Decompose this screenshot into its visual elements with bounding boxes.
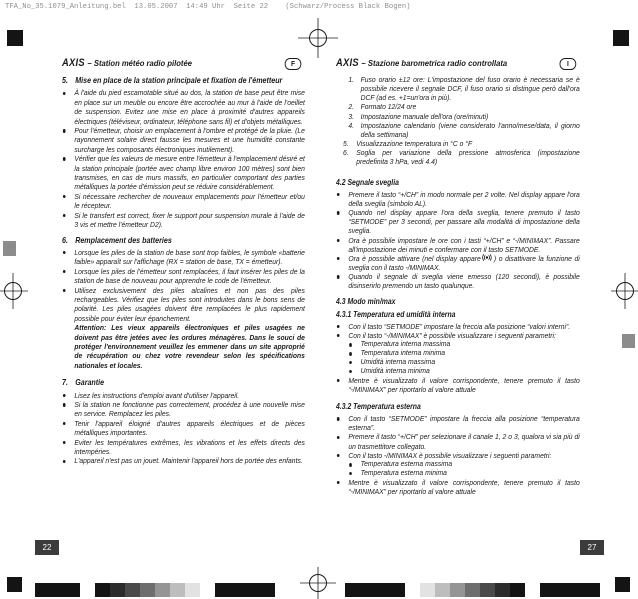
- color-patch: [260, 583, 275, 597]
- list-item: Premere il tasto “+/CH” in modo normale per 2 volte. Nel display appare l'ora della sveglia (simbolo AL).: [336, 190, 580, 208]
- attention-note: Attention: Les vieux appareils électroniques et piles usagées ne doivent pas être jetées avec les ordures ménagères. Dans le souci de protéger l'environnement veuillez les emmener dans un site approprié de récupération ou chez votre revendeur selon les spécifications nationales et locales.: [74, 323, 305, 370]
- section-number: 5.: [62, 76, 68, 85]
- subsection-heading: 4.3.2 Temperatura esterna: [336, 402, 421, 411]
- item-number: 2.: [348, 102, 354, 112]
- list-item: Ora è possibile impostare le ore con i tasti “+/CH” e “-/MINIMAX”. Passare all'impostazione dei minuti e confermare con il tasto SETMODE.: [336, 236, 580, 254]
- item-text: Con il tasto “-/MINIMAX” è possibile visualizzare i seguenti parametri:: [348, 330, 556, 340]
- color-patch: [480, 583, 495, 597]
- color-patch: [80, 583, 95, 597]
- item-text: Formato 12/24 ore: [360, 102, 417, 112]
- column-header: [62, 57, 305, 70]
- column-title: – Station météo radio pilotée: [87, 58, 192, 68]
- list-item: Quando il segnale di sveglia viene emesso (120 secondi), è possibile disinserirlo premendo un tasto qualunque.: [336, 272, 580, 290]
- black-register-square: [615, 577, 630, 592]
- french-column: [62, 57, 305, 466]
- color-patch: [585, 583, 600, 597]
- color-control-strip: [345, 583, 600, 597]
- parameter-list: [348, 340, 579, 376]
- color-patch: [245, 583, 260, 597]
- color-patch: [510, 583, 525, 597]
- bullet-list: [336, 190, 580, 291]
- item-text: Impostazione calendario (viene considerato l'anno/mese/data, il giorno della settimana): [360, 120, 580, 139]
- list-item: Lisez les instructions d'emploi avant d'utiliser l'appareil.: [62, 391, 305, 400]
- color-patch: [200, 583, 215, 597]
- list-item: L'appareil n'est pas un jouet. Maintenir l'appareil hors de portée des enfants.: [62, 456, 305, 465]
- color-patch: [215, 583, 230, 597]
- list-item: Pour l'émetteur, choisir un emplacement à l'ombre et protégé de la pluie. (Le rayonnement solaire direct fausse les mesures et une humidité constante surcharge les composants électroniques inutilement).: [62, 126, 305, 154]
- item-text: Soglia per variazione della pressione atmosferica (impostazione predefinita 3 hPa, vedi 4.4): [356, 148, 580, 167]
- item-number: 1.: [348, 75, 354, 84]
- parameter-item: Temperatura esterna minima: [348, 469, 579, 478]
- language-badge: I: [560, 58, 577, 70]
- color-patch: [570, 583, 585, 597]
- color-patch: [360, 583, 375, 597]
- registration-mark-icon: [298, 18, 338, 58]
- parameter-list: [348, 460, 579, 478]
- section-title: Remplacement des batteries: [75, 235, 172, 245]
- color-patch: [555, 583, 570, 597]
- column-header: [336, 57, 580, 70]
- color-patch: [390, 583, 405, 597]
- settings-item: [336, 102, 580, 111]
- section-heading: 4.2 Segnale sveglia: [336, 177, 399, 187]
- color-patch: [110, 583, 125, 597]
- section-heading: 4.3 Modo min/max: [336, 297, 396, 307]
- registration-mark-icon: [611, 273, 638, 309]
- parameter-item: Umidità interna minima: [348, 367, 579, 376]
- section-heading: [62, 236, 305, 245]
- color-patch: [125, 583, 140, 597]
- section-title: Garantie: [75, 378, 105, 388]
- color-patch: [495, 583, 510, 597]
- item-number: 5.: [343, 139, 349, 149]
- column-title: – Stazione barometrica radio controllata: [361, 58, 508, 68]
- color-patch: [450, 583, 465, 597]
- item-number: 3.: [348, 111, 354, 121]
- section-number: 6.: [62, 235, 68, 245]
- section-heading: [62, 378, 305, 387]
- list-item: [336, 331, 580, 376]
- color-patch: [435, 583, 450, 597]
- gray-register-square: [3, 241, 16, 256]
- color-patch: [95, 583, 110, 597]
- subsection-heading: 4.3.1 Temperatura ed umidità interna: [336, 309, 456, 319]
- page-number: 27: [580, 540, 604, 555]
- item-text: Impostazione manuale dell'ora (ore/minuti): [360, 111, 489, 121]
- color-patch: [375, 583, 390, 597]
- list-item: Lorsque les piles de l'émetteur sont remplacées, il faut insérer les piles de la station de base de nouveau pour apprendre le code de l'émetteur.: [62, 267, 305, 286]
- list-item: Vérifier que les valeurs de mesure entre l'émetteur à l'emplacement désiré et la station principale (portée avec champ libre environ 100 mètres) sont bien transmises, en cas de murs massifs, en particulier comportant des parties métalliques la portée d'émission peut se réduire considérablement.: [62, 154, 305, 192]
- color-patch: [185, 583, 200, 597]
- list-item: Utilisez exclusivement des piles alcalines et non pas des piles rechargeables. Vérifiez que les piles sont introduites dans le bons sens de polarité. Les piles usagées doivent être remplacées le plus rapidement possible pour éviter leur épanchement.: [62, 286, 305, 324]
- registration-mark-icon: [300, 567, 336, 599]
- color-patch: [525, 583, 540, 597]
- color-patch: [170, 583, 185, 597]
- parameter-item: Umidità interna massima: [348, 358, 579, 367]
- list-item: Eviter les températures extrêmes, les vibrations et les effets directs des intempéries.: [62, 438, 305, 457]
- color-patch: [230, 583, 245, 597]
- color-patch: [465, 583, 480, 597]
- list-item: Si nécessaire rechercher de nouveaux emplacements pour l'émetteur et/ou le récepteur.: [62, 192, 305, 211]
- color-patch: [50, 583, 65, 597]
- item-text: Fuso orario ±12 ore: L'impostazione del fuso orario è necessaria se è possibile ricevere il segnale DCF, il fuso orario si distingue però dall'ora DCF (ad es. +1=un'ora in più).: [360, 75, 580, 103]
- alarm-icon: [482, 254, 493, 261]
- list-item: [336, 451, 580, 478]
- item-text: Ora è possibile attivare (nel display appare: [348, 253, 481, 263]
- page-number: 22: [35, 540, 59, 555]
- item-number: 6.: [343, 148, 349, 158]
- brand-logo: AXIS: [62, 57, 85, 69]
- item-number: 4.: [348, 120, 354, 130]
- brand-logo: AXIS: [336, 57, 359, 69]
- item-text: Con il tasto -/MINIMAX è possibile visualizzare i seguenti parametri:: [348, 450, 552, 460]
- color-patch: [345, 583, 360, 597]
- black-register-square: [7, 577, 22, 592]
- section-heading: [62, 76, 305, 85]
- parameter-item: Temperatura interna minima: [348, 349, 579, 358]
- parameter-item: Temperatura interna massima: [348, 340, 579, 349]
- black-register-square: [7, 30, 23, 46]
- color-patch: [155, 583, 170, 597]
- settings-item: [336, 112, 580, 121]
- color-patch: [35, 583, 50, 597]
- list-item: Con il tasto “SETMODE” impostare la freccia alla posizione “valori interni”.: [336, 322, 580, 331]
- color-patch: [140, 583, 155, 597]
- list-item: Mentre è visualizzato il valore corrispondente, tenere premuto il tasto “-/MINIMAX” per riportarlo al valore attuale: [336, 478, 580, 496]
- bullet-list: [62, 248, 305, 323]
- color-patch: [540, 583, 555, 597]
- section-number: 7.: [62, 378, 68, 388]
- bullet-list: [62, 391, 305, 466]
- print-slug: TFA_No_35.1079_Anleitung.bel 13.05.2007 14:49 Uhr Seite 22 (Schwarz/Process Black Bogen): [5, 3, 411, 11]
- list-item: Premere il tasto “+/CH” per selezionare il canale 1, 2 o 3, qualora vi sia più di un trasmettitore collegato.: [336, 432, 580, 450]
- section-title: Mise en place de la station principale et fixation de l'émetteur: [75, 76, 283, 85]
- list-item: Si le transfert est correct, fixer le support pour suspension murale à l'aide de 3 vis et mettre l'émetteur D2).: [62, 211, 305, 230]
- list-item: À l'aide du pied escamotable situé au dos, la station de base peut être mise en place sur un meuble ou encore être accrochée au mur à l'aide de l'oeillet de suspension. Evitez une mise en place à proximité d'autres appareils électriques (téléviseur, ordinateur, téléphone sans fil) et d'objets métalliques.: [62, 88, 305, 126]
- bullet-list: [62, 88, 305, 229]
- language-badge: F: [285, 58, 302, 70]
- settings-list: [336, 75, 580, 167]
- list-item: Con il tasto “SETMODE” impostare la freccia alla posizione “temperatura esterna”.: [336, 414, 580, 432]
- list-item: [336, 254, 580, 272]
- registration-mark-icon: [0, 273, 28, 309]
- color-patch: [405, 583, 420, 597]
- italian-column: [336, 57, 580, 496]
- list-item: Quando nel display appare l'ora della sveglia, tenere premuto il tasto “SETMODE” per 3 secondi, per passare alla modalità di impostazione della sveglia.: [336, 208, 580, 235]
- item-text: ) o disattivare la funzione di sveglia con il tasto -/MINIMAX.: [348, 253, 580, 272]
- list-item: Tenir l'appareil éloigné d'autres appareils électriques et de pièces métalliques importantes.: [62, 419, 305, 438]
- list-item: Mentre è visualizzato il valore corrispondente, tenere premuto il tasto “-/MINIMAX” per riportarlo al valore attuale: [336, 376, 580, 394]
- settings-item: [336, 139, 580, 148]
- parameter-item: Temperatura esterna massima: [348, 460, 579, 469]
- bullet-list: [336, 414, 580, 496]
- color-patch: [420, 583, 435, 597]
- bullet-list: [336, 322, 580, 394]
- color-control-strip: [35, 583, 275, 597]
- settings-item: [336, 121, 580, 139]
- settings-item: [336, 148, 580, 166]
- color-patch: [65, 583, 80, 597]
- black-register-square: [613, 30, 629, 46]
- gray-register-square: [622, 334, 635, 348]
- list-item: Lorsque les piles de la station de base sont trop faibles, le symbole «batterie faible» apparaît sur l'affichage (RX = station de base, TX = émetteur).: [62, 248, 305, 267]
- list-item: Si la station ne fonctionne pas correctement, procédez à une nouvelle mise en service. Remplacez les piles.: [62, 400, 305, 419]
- item-text: Visualizzazione temperatura in °C o °F: [356, 139, 473, 149]
- settings-item: [336, 75, 580, 102]
